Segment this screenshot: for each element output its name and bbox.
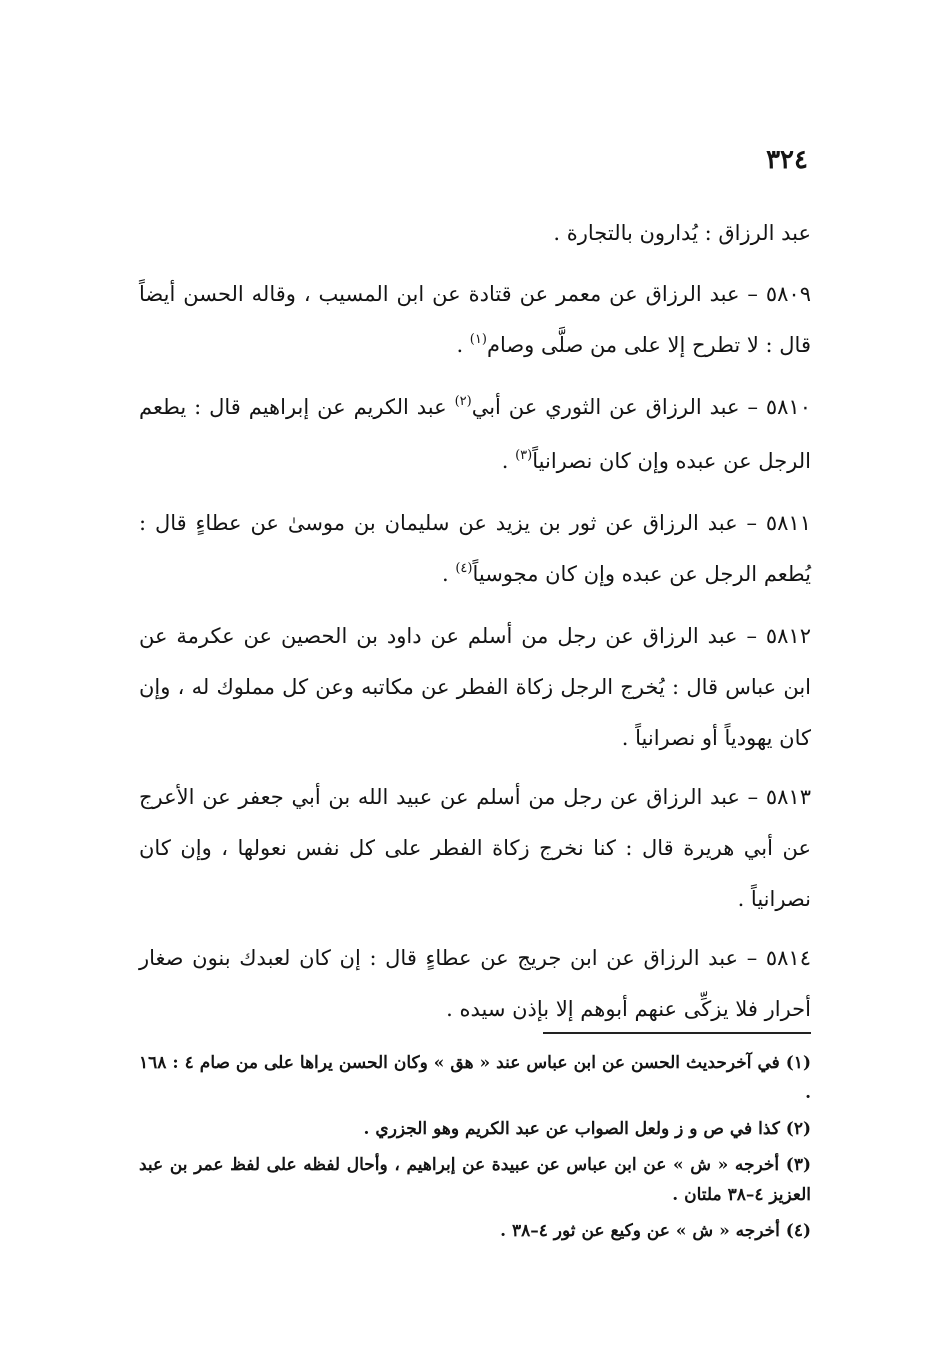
hadith-text: ٥٨٠٩ – عبد الرزاق عن معمر عن قتادة عن ابن المسيب ، وقاله الحسن أيضاً قال : لا تطرح إلا على من صلَّى وصام [139,282,811,357]
hadith-5809 [139,269,811,374]
intro-paragraph: عبد الرزاق : يُدارون بالتجارة . [553,221,811,245]
main-text [139,208,811,1043]
footnote-1: (١) في آخرحديث الحسن عن ابن عباس عند « هق » وكان الحسن يراها على من صام ٤ : ١٦٨ . [139,1053,811,1103]
hadith-text: ٥٨١١ – عبد الرزاق عن ثور بن يزيد عن سليمان بن موسىٰ عن عطاءٍ قال : يُطعم الرجل عن عبده وإن كان مجوسياً [139,511,811,586]
footnote-marker-2[interactable]: (٢) [454,394,472,409]
hadith-text-part-b: عبد الكريم عن إبراهيم قال : يطعم الرجل عن عبده وإن كان نصرانياً [139,395,811,473]
footnote-2: (٢) كذا في ص و ز ولعل الصواب عن عبد الكريم وهو الجزري . [363,1119,811,1139]
hadith-text-part-a: ٥٨١٠ – عبد الرزاق عن الثوري عن أبي [471,395,811,419]
hadith-5810 [139,382,811,490]
footnote-marker-4[interactable]: (٤) [455,561,473,576]
hadith-5813: ٥٨١٣ – عبد الرزاق عن رجل من أسلم عن عبيد الله بن أبي جعفر عن الأعرج عن أبي هريرة قال : كنا نخرج زكاة الفطر على كل نفس نعولها ، وإن كان نصرانياً . [139,785,811,911]
footnote-separator [543,1032,811,1034]
hadith-5812: ٥٨١٢ – عبد الرزاق عن رجل من أسلم عن داود بن الحصين عن عكرمة عن ابن عباس قال : يُخرج الرجل زكاة الفطر عن مكاتبه وعن كل مملوك له ، وإن كان يهودياً أو نصرانياً . [139,624,811,750]
hadith-end: . [441,562,456,586]
footnote-marker-3[interactable]: (٣) [515,448,533,463]
page-number: ٣٢٤ [766,145,808,175]
hadith-5811 [139,498,811,603]
footnotes [139,1048,811,1252]
footnote-marker-1[interactable]: (١) [469,332,487,347]
hadith-5814: ٥٨١٤ – عبد الرزاق عن ابن جريج عن عطاءٍ قال : إن كان لعبدك بنون صغار أحرار فلا يزكِّى عنهم أبوهم إلا بإذن سيده . [139,946,811,1021]
footnote-4: (٤) أخرجه « ش » عن وكيع عن ثور ٤–٣٨ . [500,1221,811,1241]
hadith-end: . [501,449,516,473]
hadith-end: . [456,333,470,357]
footnote-3: (٣) أخرجه « ش » عن ابن عباس عن عبيدة عن إبراهيم ، وأحال لفظه على لفظ عمر بن عبد العزيز ٤–٣٨ ملتان . [139,1155,811,1205]
